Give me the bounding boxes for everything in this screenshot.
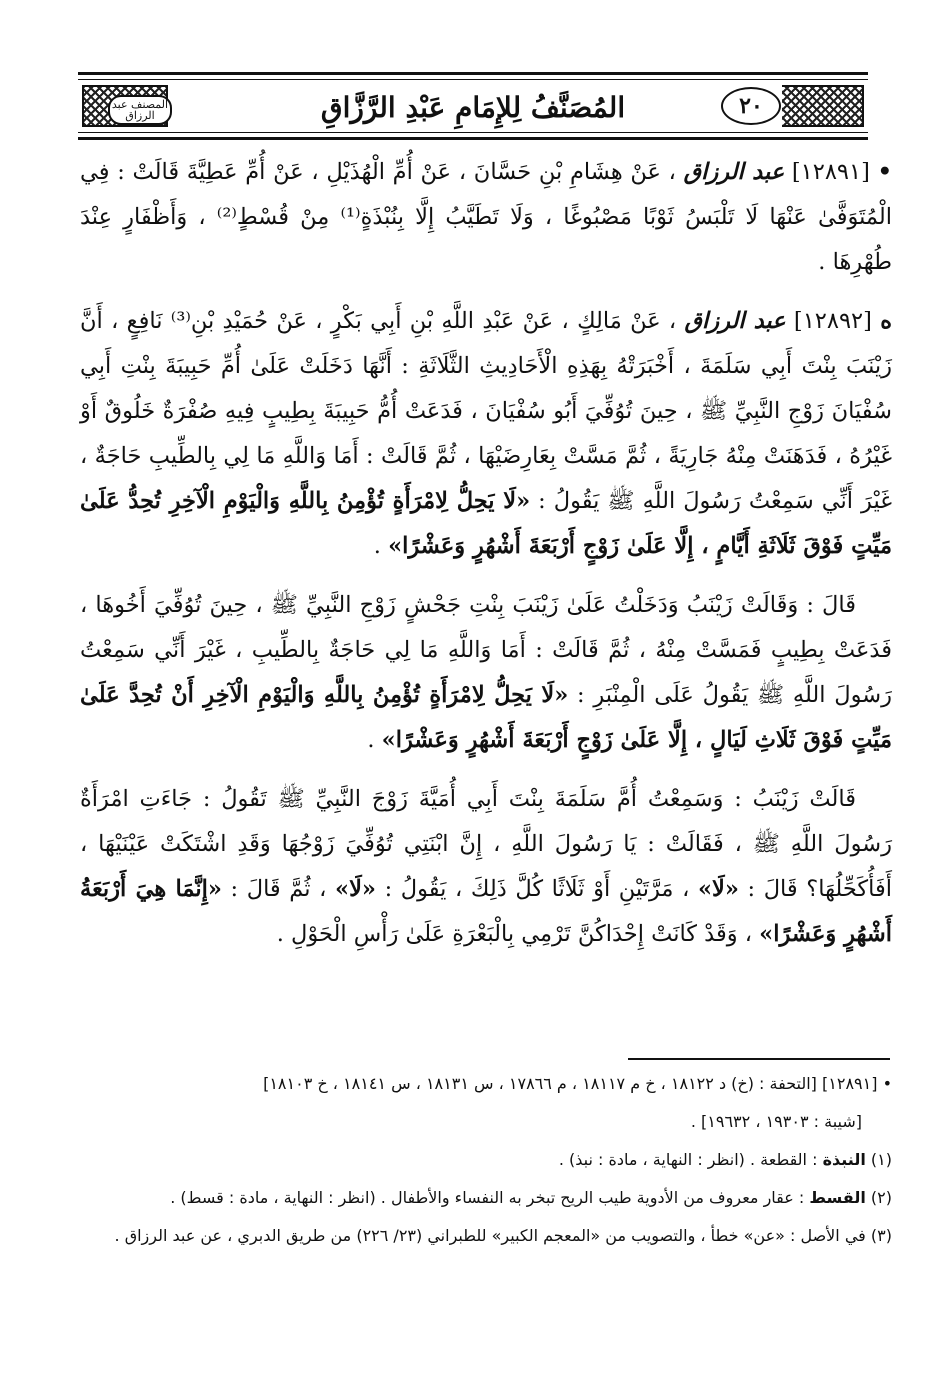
entry-marker: ه bbox=[880, 308, 892, 334]
paragraph-text: قَالَتْ زَيْنَبُ : وَسَمِعْتُ أُمَّ سَلَمَةَ بِنْتَ أَبِي أُمَيَّةَ زَوْجَ النَّبِيِّ ﷺ تَقُولُ : جَاءَتِ امْرَأَةٌ رَسُولَ اللَّهِ ﷺ ، فَقَالَتْ : يَا رَسُولَ اللَّهِ ، إِنَّ ابْنَتِي تُوُفِّيَ زَوْجُهَا وَقَدِ اشْتَكَتْ عَيْنَيْهَا ، أَفَأُكَحِّلُهَا؟ قَالَ : bbox=[80, 786, 892, 902]
main-text bbox=[80, 150, 892, 971]
footnote-number: (٢) bbox=[870, 1188, 892, 1207]
footnote-number: (١) bbox=[870, 1150, 892, 1169]
footnote-text: في الأصل : «عن» خطأ ، والتصويب من «المعجم الكبير» للطبراني (٢٣/ ٢٢٦) من طريق الدبري ، عن عبد الرزاق . bbox=[114, 1226, 866, 1245]
entry-number: [١٢٨٩٢] bbox=[793, 308, 872, 334]
paragraph-text: ، مَرَّتَيْنِ أَوْ ثَلَاثًا كُلَّ ذَلِكَ ، يَقُولُ : bbox=[384, 876, 690, 902]
prophetic-quote: «لَا» bbox=[697, 876, 739, 902]
narration-paragraph bbox=[80, 777, 892, 957]
ornament-right bbox=[778, 85, 864, 127]
entry-author: عبد الرزاق bbox=[684, 308, 786, 334]
page-number: ٢٠ bbox=[721, 87, 781, 125]
paragraph-tail: . bbox=[367, 727, 375, 753]
book-logo: المصنف عبد الرزاق bbox=[108, 95, 172, 125]
book-title: المُصَنَّفُ لِلإِمَامِ عَبْدِ الرَّزَّاقِ bbox=[320, 90, 626, 124]
page-header bbox=[78, 72, 868, 140]
prophetic-quote: «لَا يَحِلُّ لِامْرَأَةٍ تُؤْمِنُ بِاللَّهِ وَالْيَوْمِ الْآخِرِ تُحِدُّ عَلَىٰ مَيِّتٍ فَوْقَ ثَلَاثَةِ أَيَّامٍ ، إِلَّا عَلَىٰ زَوْجٍ أَرْبَعَةَ أَشْهُرٍ وَعَشْرًا» bbox=[80, 488, 892, 559]
paragraph-text: ، ثُمَّ قَالَ : bbox=[230, 876, 327, 902]
footnote-separator bbox=[628, 1058, 890, 1060]
footnote-number: (٣) bbox=[870, 1226, 892, 1245]
footnote bbox=[80, 1144, 892, 1176]
entry-number: [١٢٨٩١] bbox=[791, 159, 870, 185]
narration-paragraph bbox=[80, 583, 892, 763]
entry-author: عبد الرزاق bbox=[683, 159, 785, 185]
hadith-entry bbox=[80, 150, 892, 285]
footnote-keyword: النبذة bbox=[822, 1150, 866, 1169]
takhrij-marker: • bbox=[882, 1074, 892, 1093]
hadith-entry bbox=[80, 299, 892, 569]
entry-tail: . bbox=[373, 533, 381, 559]
entry-text: ، عَنْ هِشَامِ بْنِ حَسَّانَ ، عَنْ أُمِّ الْهُذَيْلِ ، عَنْ أُمِّ عَطِيَّةَ قَالَتْ : فِي الْمُتَوَفَّىٰ عَنْهَا لَا تَلْبَسُ ثَوْبًا مَصْبُوغًا ، وَلَا تَطَيَّبُ إِلَّا بِنُبْذَةٍ⁽¹⁾ مِنْ قُسْطٍ⁽²⁾ ، وَأَظْفَارٍ عِنْدَ طُهْرِهَا . bbox=[80, 159, 892, 275]
footnote-keyword: القسط bbox=[809, 1188, 866, 1207]
prophetic-quote: «لَا يَحِلُّ لِامْرَأَةٍ تُؤْمِنُ بِاللَّهِ وَالْيَوْمِ الْآخِرِ أَنْ تُحِدَّ عَلَىٰ مَيِّتٍ فَوْقَ ثَلَاثِ لَيَالٍ ، إِلَّا عَلَىٰ زَوْجٍ أَرْبَعَةَ أَشْهُرٍ وَعَشْرًا» bbox=[80, 682, 892, 753]
footnote-text: : عقار معروف من الأدوية طيب الريح تبخر به النفساء والأطفال . (انظر : النهاية ، مادة : قسط) . bbox=[170, 1188, 805, 1207]
ornament-left bbox=[82, 85, 168, 127]
footnote-text: : القطعة . (انظر : النهاية ، مادة : نبذ) . bbox=[558, 1150, 818, 1169]
footnote bbox=[80, 1182, 892, 1214]
takhrij-text: [١٢٨٩١] [التحفة : (خ) د ١٨١٢٢ ، خ م ١٨١١٧ ، م ١٧٨٦٦ ، س ١٨١٣١ ، س ١٨١٤١ ، خ ١٨١٠٣] bbox=[263, 1074, 878, 1093]
footnote bbox=[80, 1220, 892, 1252]
paragraph-text: قَالَ : وَقَالَتْ زَيْنَبُ وَدَخَلْتُ عَلَىٰ زَيْنَبَ بِنْتِ جَحْشٍ زَوْجِ النَّبِيِّ ﷺ ، حِينَ تُوُفِّيَ أَخُوهَا ، فَدَعَتْ بِطِيبٍ فَمَسَّتْ مِنْهُ ، ثُمَّ قَالَتْ : أَمَا وَاللَّهِ مَا لِي حَاجَةٌ بِالطِّيبِ ، غَيْرَ أَنِّي سَمِعْتُ رَسُولَ اللَّهِ ﷺ يَقُولُ عَلَى الْمِنْبَرِ : bbox=[80, 592, 892, 708]
takhrij-note-continued: [شيبة : ١٩٣٠٣ ، ١٩٦٣٢] . bbox=[690, 1112, 862, 1131]
entry-marker: • bbox=[877, 159, 892, 185]
footnotes bbox=[80, 1068, 892, 1258]
takhrij-note bbox=[80, 1068, 892, 1100]
paragraph-tail: ، وَقَدْ كَانَتْ إِحْدَاكُنَّ تَرْمِي بِالْبَعْرَةِ عَلَىٰ رَأْسِ الْحَوْلِ . bbox=[276, 921, 753, 947]
prophetic-quote: «لَا» bbox=[335, 876, 376, 902]
prophetic-quote: «إِنَّمَا هِيَ أَرْبَعَةُ أَشْهُرٍ وَعَشْرًا» bbox=[80, 876, 892, 947]
page-number-frame bbox=[720, 85, 782, 127]
entry-text: ، عَنْ مَالِكٍ ، عَنْ عَبْدِ اللَّهِ بْنِ أَبِي بَكْرٍ ، عَنْ حُمَيْدِ بْنِ⁽³⁾ نَافِعٍ ، أَنَّ زَيْنَبَ بِنْتَ أَبِي سَلَمَةَ ، أَخْبَرَتْهُ بِهَذِهِ الْأَحَادِيثِ الثَّلَاثَةِ : أَنَّهَا دَخَلَتْ عَلَىٰ أُمِّ حَبِيبَةَ بِنْتِ أَبِي سُفْيَانَ زَوْجِ النَّبِيِّ ﷺ ، حِينَ تُوُفِّيَ أَبُو سُفْيَانَ ، فَدَعَتْ أُمُّ حَبِيبَةَ بِطِيبٍ فِيهِ صُفْرَةٌ خَلُوقٌ أَوْ غَيْرُهُ ، فَدَهَنَتْ مِنْهُ جَارِيَةً ، ثُمَّ مَسَّتْ بِعَارِضَيْهَا ، ثُمَّ قَالَتْ : أَمَا وَاللَّهِ مَا لِي بِالطِّيبِ حَاجَةٌ ، غَيْرَ أَنِّي سَمِعْتُ رَسُولَ اللَّهِ ﷺ يَقُولُ : bbox=[80, 308, 892, 514]
